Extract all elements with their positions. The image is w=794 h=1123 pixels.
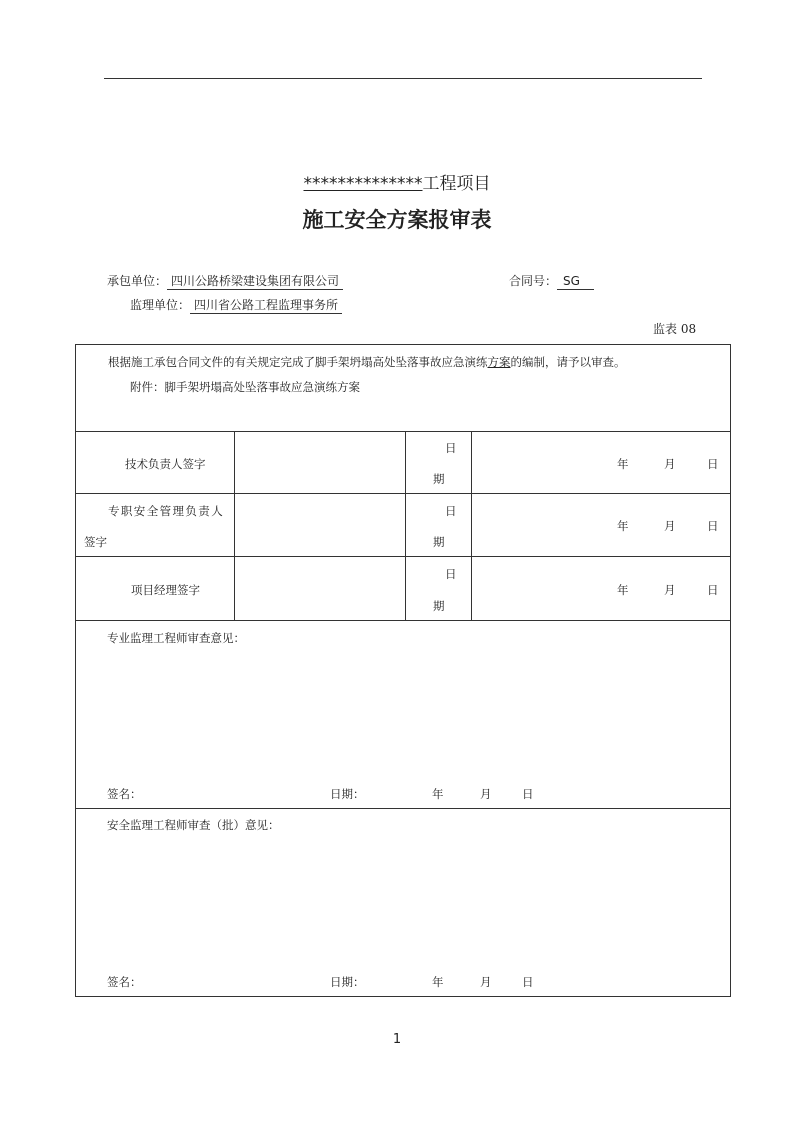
supervisor-line: [130, 296, 342, 314]
day-label: 日: [707, 457, 719, 471]
form-code: 监表 08: [653, 322, 697, 336]
form-title: 施工安全方案报审表: [302, 207, 492, 232]
contractor-value: 四川公路桥梁建设集团有限公司: [167, 274, 343, 290]
month-label: 月: [664, 583, 676, 597]
review-date-label: 日期：: [330, 787, 365, 801]
request-statement: [108, 354, 626, 370]
contract-no-value: SG: [557, 274, 594, 290]
table-column-rule: [405, 431, 406, 620]
signature-row-label: 技术负责人签字: [125, 457, 206, 471]
signature-row-label: 专职安全管理负责人: [108, 504, 225, 518]
project-name-stars: **************: [303, 174, 423, 194]
form-table: [75, 344, 731, 997]
table-column-rule: [234, 431, 235, 620]
signature-row-label: 项目经理签字: [131, 583, 200, 597]
table-rule: [75, 808, 731, 809]
year-label: 年: [432, 787, 444, 801]
table-rule: [75, 556, 731, 557]
signature-row-label-cont: 签字: [84, 535, 107, 549]
page-number: 1: [392, 1032, 402, 1047]
table-rule: [75, 493, 731, 494]
contract-no-line: [509, 272, 594, 290]
contract-no-label: 合同号：: [509, 274, 558, 288]
month-label: 月: [664, 457, 676, 471]
table-column-rule: [471, 431, 472, 620]
review-sign-label: 签名：: [107, 975, 142, 989]
month-label: 月: [480, 975, 492, 989]
review-sign-label: 签名：: [107, 787, 142, 801]
year-label: 年: [617, 583, 629, 597]
year-label: 年: [617, 457, 629, 471]
header-rule: [104, 78, 702, 79]
year-label: 年: [617, 519, 629, 533]
date-label-top: 日: [445, 567, 457, 581]
request-text: 根据施工承包合同文件的有关规定完成了脚手架坍塌高处坠落事故应急演练: [108, 355, 488, 369]
date-label-top: 日: [445, 504, 457, 518]
date-label-top: 日: [445, 441, 457, 455]
project-name-suffix: 工程项目: [422, 174, 491, 194]
request-text-end: 的编制，请予以审查。: [510, 355, 626, 369]
supervisor-label: 监理单位：: [130, 298, 191, 312]
request-attachment: 附件：脚手架坍塌高处坠落事故应急演练方案: [130, 380, 360, 394]
day-label: 日: [522, 975, 534, 989]
contractor-label: 承包单位：: [107, 274, 168, 288]
supervisor-value: 四川省公路工程监理事务所: [190, 298, 342, 314]
table-rule: [75, 431, 731, 432]
month-label: 月: [480, 787, 492, 801]
date-label-bottom: 期: [433, 472, 445, 486]
project-name: [0, 169, 794, 194]
date-label-bottom: 期: [433, 599, 445, 613]
request-text-underlined: 方案: [487, 355, 511, 369]
review-date-label: 日期：: [330, 975, 365, 989]
date-label-bottom: 期: [433, 535, 445, 549]
contractor-line: [107, 272, 343, 290]
day-label: 日: [522, 787, 534, 801]
day-label: 日: [707, 519, 719, 533]
review-heading: 专业监理工程师审查意见：: [107, 631, 245, 645]
year-label: 年: [432, 975, 444, 989]
month-label: 月: [664, 519, 676, 533]
table-rule: [75, 620, 731, 621]
review-heading: 安全监理工程师审查（批）意见：: [107, 818, 280, 832]
day-label: 日: [707, 583, 719, 597]
